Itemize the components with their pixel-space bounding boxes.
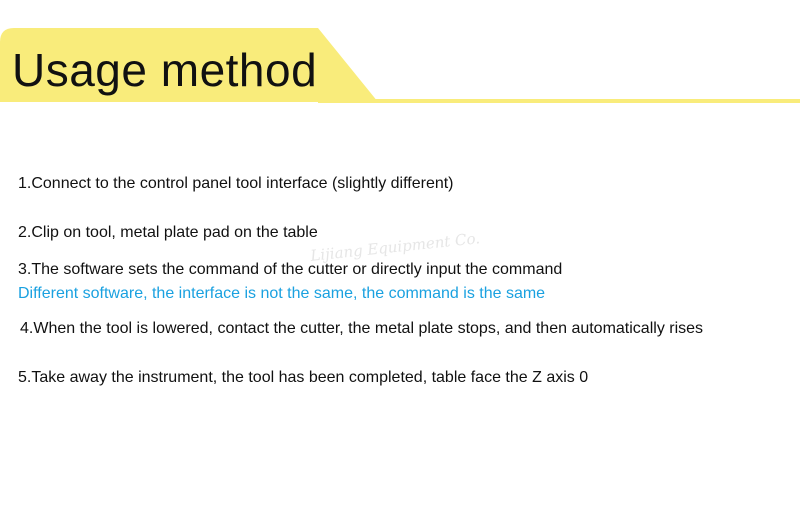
software-note-text: Different software, the interface is not the same, the command is the same xyxy=(18,285,546,302)
step-2-text: 2.Clip on tool, metal plate pad on the table xyxy=(18,224,318,241)
step-5-text: 5.Take away the instrument, the tool has been completed, table face the Z axis 0 xyxy=(18,369,589,386)
step-1-text: 1.Connect to the control panel tool interface (slightly different) xyxy=(18,175,454,192)
watermark-logo: Lijiang Equipment Co. xyxy=(309,229,481,265)
step-3-text: 3.The software sets the command of the cutter or directly input the command xyxy=(18,261,563,278)
step-4-text: 4.When the tool is lowered, contact the cutter, the metal plate stops, and then automatically rises xyxy=(20,320,704,337)
page-title: Usage method xyxy=(12,44,318,96)
